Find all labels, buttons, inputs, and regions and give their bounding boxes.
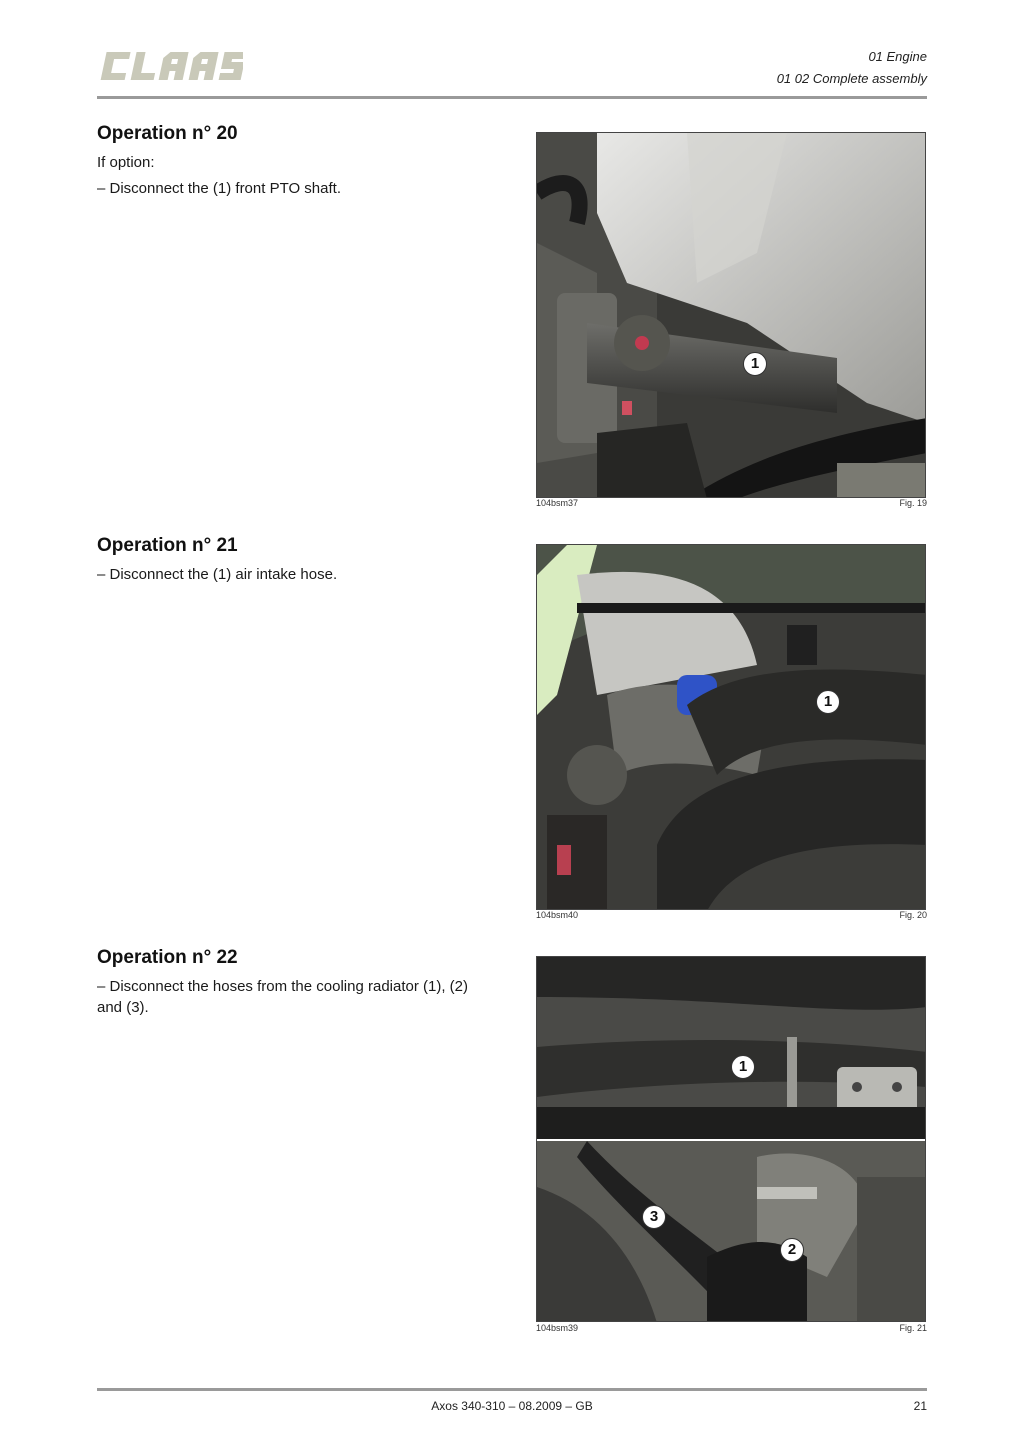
callout-1: 1 [731, 1055, 755, 1079]
figure-20-photo [536, 544, 926, 910]
text-line: If option: [97, 154, 155, 171]
figure-code: 104bsm40 [536, 910, 579, 920]
callout-1: 1 [816, 690, 840, 714]
figure-label: Fig. 20 [899, 910, 927, 920]
callout-1: 1 [743, 352, 767, 376]
operation-20-text [97, 152, 497, 204]
figure-label: Fig. 21 [899, 1323, 927, 1333]
operation-22-text [97, 976, 497, 1023]
figure-21-photo [536, 956, 926, 1322]
header-rule [97, 96, 927, 99]
operation-22-title: Operation n° 22 [97, 947, 238, 968]
operation-21-text [97, 564, 497, 590]
figure-19-photo [536, 132, 926, 498]
figure-code: 104bsm39 [536, 1323, 579, 1333]
claas-logo [97, 50, 243, 82]
figure-code: 104bsm37 [536, 498, 579, 508]
operation-20-title: Operation n° 20 [97, 123, 238, 144]
text-line: – Disconnect the hoses from the cooling radiator (1), (2) and (3). [97, 978, 469, 1016]
callout-2: 2 [780, 1238, 804, 1262]
callout-3: 3 [642, 1205, 666, 1229]
text-line: – Disconnect the (1) front PTO shaft. [97, 180, 341, 197]
footer-rule [97, 1388, 927, 1391]
operation-21-title: Operation n° 21 [97, 535, 238, 556]
subsection-title: 01 02 Complete assembly [776, 71, 927, 86]
header-section [777, 46, 927, 90]
section-title: 01 Engine [868, 49, 927, 64]
figure-label: Fig. 19 [899, 498, 927, 508]
text-line: – Disconnect the (1) air intake hose. [97, 566, 338, 583]
page-number: 21 [913, 1399, 927, 1413]
footer-doc-info: Axos 340-310 – 08.2009 – GB [431, 1399, 593, 1413]
